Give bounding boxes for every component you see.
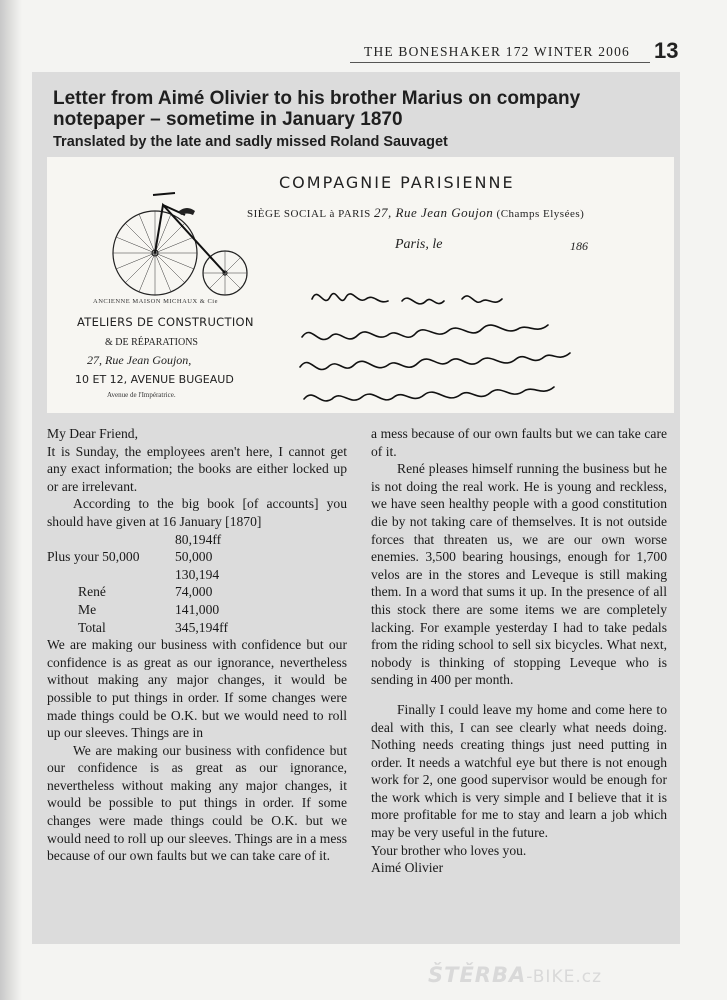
letter-salutation: My Dear Friend, xyxy=(47,426,138,441)
account-label xyxy=(47,531,175,549)
street-address: 27, Rue Jean Goujon, xyxy=(87,353,192,367)
siege-handwritten-address: 27, Rue Jean Goujon xyxy=(374,205,494,220)
letter-paragraph: It is Sunday, the employees aren't here, I cannot get any exact information; the books are either locked up or are irrelevant. xyxy=(47,443,347,494)
account-value: 50,000 xyxy=(175,549,213,565)
account-value: 80,194ff xyxy=(175,531,222,547)
page-number: 13 xyxy=(654,38,679,63)
header-rule xyxy=(350,62,650,63)
watermark-brand: ŠTĚRBA xyxy=(428,963,527,987)
letter-paragraph-continued: a mess because of our own faults but we can take care of it. xyxy=(371,426,667,459)
account-row xyxy=(47,583,347,601)
watermark xyxy=(428,963,602,987)
account-label xyxy=(47,566,175,584)
account-row xyxy=(47,531,347,549)
account-table xyxy=(47,531,347,637)
account-value: 141,000 xyxy=(175,601,220,617)
siege-label: SIÈGE SOCIAL à PARIS xyxy=(247,208,371,220)
velocipede-illustration xyxy=(85,175,255,300)
ateliers-line: ATELIERS DE CONSTRUCTION xyxy=(77,315,254,329)
letter-date-place: Paris, le xyxy=(395,237,443,252)
letter-signature: Aimé Olivier xyxy=(371,860,444,876)
running-head: THE BONESHAKER 172 WINTER 2006 xyxy=(364,44,630,59)
account-label: Total xyxy=(78,619,106,635)
letter-paragraph: René pleases himself running the business but he is not doing the real work. He is young and reckless, we have seen healthy people with a good constitution die by not taking care of themselves. It is not outside forces that threaten us, we are our own worse enemies. 3,500 bearing housings, enough for 1,700 velos are in the stores and Leveque is still making them. In a word that sums it up. In the presence of all this stock there are some items we are completely lacking. For example yesterday I had to take pedals from the riding school to sell six bicycles. What next, nobody is thinking of stopping Leveque who is sending in 400 per month. xyxy=(371,461,667,688)
head-office-line xyxy=(247,205,584,221)
account-row xyxy=(47,566,347,584)
account-row xyxy=(47,619,347,637)
watermark-tail: -BIKE.cz xyxy=(526,967,603,987)
account-value: 74,000 xyxy=(175,584,213,600)
account-row xyxy=(47,601,347,619)
letter-paragraph: We are making our business with confidence but our confidence is as great as our ignorance, nevertheless without making any major changes, it would be possible to put things in order. If some changes were made things could be O.K. but we would need to roll up our sleeves. Things are in xyxy=(47,637,347,741)
letter-date-year: 186 xyxy=(570,239,588,253)
account-label: Me xyxy=(78,601,97,617)
article-title: Letter from Aimé Olivier to his brother Marius on company notepaper – sometime in January 1870 xyxy=(53,88,581,130)
letter-column-left xyxy=(47,425,347,865)
letter-paragraph: We are making our business with confidence but our confidence is as great as our ignorance, nevertheless without making any major changes, it would be possible to put things in order. If some changes were made things could be O.K. but we would need to roll up our sleeves. Things are in a mess because of our own faults but we can take care of it. xyxy=(47,742,347,864)
letter-paragraph: According to the big book [of accounts] you should have given at 16 January [1870] xyxy=(47,496,347,529)
article-heading xyxy=(53,88,673,152)
page-spine-shadow xyxy=(0,0,22,1000)
letter-column-right xyxy=(371,425,667,877)
letter-paragraph: Finally I could leave my home and come here to deal with this, I can see clearly what needs doing. Nothing needs creating things just need putting in order. It needs a watchful eye but there is not enough work for 2, one good supervisor would be enough for the work which is very simple and I believe that it is more profitable for me to stay and learn a job which may be very useful in the future. xyxy=(371,701,667,841)
letterhead-image xyxy=(47,157,674,413)
maison-michaux-line: ANCIENNE MAISON MICHAUX & Cie xyxy=(93,298,218,305)
account-label: Plus your 50,000 xyxy=(47,549,140,565)
account-row xyxy=(47,548,347,566)
siege-suffix: (Champs Elysées) xyxy=(496,208,585,220)
article-subtitle: Translated by the late and sadly missed Roland Sauvaget xyxy=(53,134,448,150)
letter-closing: Your brother who loves you. xyxy=(371,842,527,858)
account-label: René xyxy=(78,584,106,600)
avenue-address: 10 ET 12, AVENUE BUGEAUD xyxy=(75,373,234,386)
imperatrice-line: Avenue de l'Impératrice. xyxy=(107,391,176,399)
handwritten-letter-image xyxy=(252,277,662,407)
account-value: 130,194 xyxy=(175,566,220,582)
reparations-line: & DE RÉPARATIONS xyxy=(105,337,198,348)
account-value: 345,194ff xyxy=(175,619,228,635)
company-name: COMPAGNIE PARISIENNE xyxy=(279,173,515,192)
